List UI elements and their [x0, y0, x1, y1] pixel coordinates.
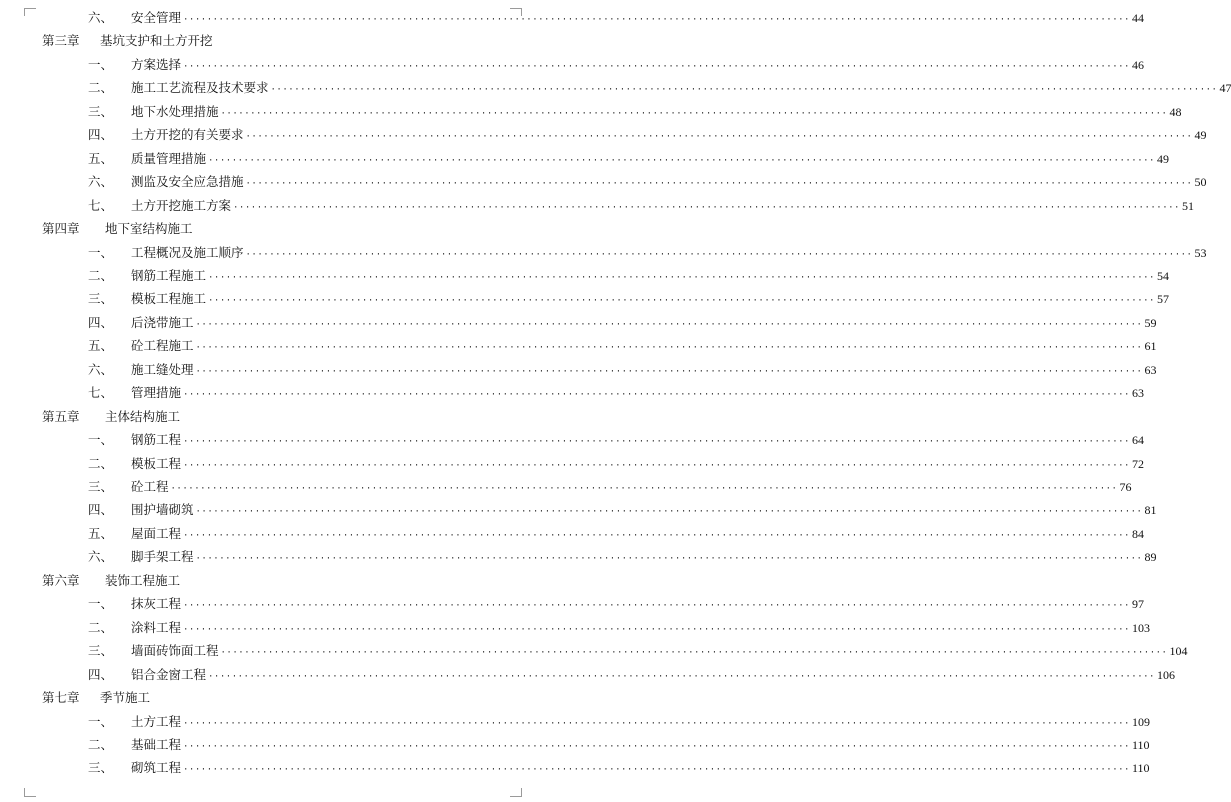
- toc-section-row: [0, 381, 1144, 405]
- toc-section-row: [0, 194, 1194, 218]
- toc-leader-line: [131, 616, 1150, 642]
- section-number: 三、: [88, 760, 114, 776]
- section-number: 六、: [88, 174, 114, 190]
- section-number: 五、: [88, 338, 114, 354]
- dot-leader: ································································································································································: [183, 741, 1130, 752]
- chapter-number: 第六章: [42, 572, 80, 588]
- toc-section-row: [0, 475, 1132, 499]
- section-title: 土方工程: [131, 713, 182, 729]
- dot-leader: ································································································································································: [208, 296, 1155, 307]
- section-title: 后浇带施工: [131, 314, 194, 330]
- page-number: 110: [1131, 737, 1150, 752]
- page-number: 48: [1169, 104, 1182, 119]
- section-title: 砼工程施工: [131, 338, 194, 354]
- dot-leader: ································································································································································: [220, 108, 1168, 119]
- section-title: 安全管理: [131, 10, 182, 25]
- page-number: 63: [1144, 362, 1157, 377]
- section-number: 六、: [88, 10, 114, 25]
- toc-leader-line: [131, 311, 1157, 337]
- toc-leader-line: [131, 76, 1231, 102]
- section-number: 六、: [88, 361, 114, 377]
- dot-leader: ································································································································································: [195, 343, 1143, 354]
- dot-leader: ································································································································································: [183, 765, 1130, 776]
- page-number: 49: [1156, 151, 1169, 166]
- section-title: 地下水处理措施: [131, 103, 219, 119]
- section-title: 屋面工程: [131, 525, 182, 541]
- toc-leader-line: [131, 264, 1169, 290]
- section-number: 六、: [88, 549, 114, 565]
- toc-section-row: [0, 170, 1207, 194]
- page-number: 49: [1194, 128, 1207, 143]
- section-title: 砼工程: [131, 479, 169, 494]
- dot-leader: ································································································································································: [195, 554, 1143, 565]
- toc-section-row: [0, 358, 1157, 382]
- toc-leader-line: [131, 710, 1150, 736]
- dot-leader: ································································································································································: [220, 648, 1168, 659]
- toc-leader-line: [131, 428, 1144, 454]
- toc-section-row: [0, 663, 1175, 687]
- toc-leader-line: [131, 287, 1169, 313]
- crop-mark-bottom-right: [521, 788, 522, 796]
- toc-leader-line: [131, 6, 1144, 32]
- section-title: 土方开挖的有关要求: [131, 127, 244, 143]
- page-number: 54: [1156, 268, 1169, 283]
- crop-mark-bottom-left-h: [24, 796, 36, 797]
- toc-leader-line: [131, 545, 1157, 571]
- section-number: 七、: [88, 197, 114, 213]
- toc-leader-line: [131, 334, 1157, 360]
- section-number: 四、: [88, 502, 114, 518]
- page-number: 61: [1144, 339, 1157, 354]
- section-number: 二、: [88, 267, 114, 283]
- page-number: 110: [1131, 761, 1150, 776]
- page-number: 84: [1131, 526, 1144, 541]
- page-number: 104: [1169, 644, 1188, 659]
- toc-leader-line: [131, 100, 1182, 126]
- dot-leader: ································································································································································: [195, 319, 1143, 330]
- page-number: 89: [1144, 550, 1157, 565]
- section-number: 一、: [88, 713, 114, 729]
- toc-chapter-row: [0, 686, 547, 710]
- section-number: 四、: [88, 314, 114, 330]
- dot-leader: ································································································································································: [245, 179, 1193, 190]
- section-title: 质量管理措施: [131, 150, 207, 166]
- section-number: 三、: [88, 103, 114, 119]
- toc-section-row: [0, 53, 1144, 77]
- toc-leader-line: [131, 639, 1188, 665]
- page-number: 46: [1131, 57, 1144, 72]
- toc-leader-line: [131, 663, 1175, 689]
- dot-leader: ································································································································································: [245, 249, 1193, 260]
- section-title: 施工缝处理: [131, 361, 194, 377]
- toc-leader-line: [131, 733, 1150, 759]
- section-number: 五、: [88, 525, 114, 541]
- section-number: 二、: [88, 80, 114, 96]
- section-title: 方案选择: [131, 56, 182, 72]
- page-number: 103: [1131, 620, 1150, 635]
- dot-leader: ································································································································································: [183, 530, 1130, 541]
- toc-section-row: [0, 522, 1144, 546]
- toc-chapter-row: [0, 569, 547, 593]
- section-title: 围护墙砌筑: [131, 502, 194, 518]
- dot-leader: ································································································································································: [208, 155, 1155, 166]
- dot-leader: ································································································································································: [183, 601, 1130, 612]
- page-number: 97: [1131, 597, 1144, 612]
- toc-section-row: [0, 545, 1157, 569]
- page-number: 50: [1194, 175, 1207, 190]
- dot-leader: ································································································································································: [183, 437, 1130, 448]
- dot-leader: ································································································································································: [183, 624, 1130, 635]
- toc-leader-line: [131, 241, 1207, 267]
- toc-chapter-row: [0, 405, 547, 429]
- section-number: 一、: [88, 56, 114, 72]
- section-number: 五、: [88, 150, 114, 166]
- toc-section-row: [0, 428, 1144, 452]
- dot-leader: ································································································································································: [183, 390, 1130, 401]
- chapter-number: 第四章: [42, 221, 80, 236]
- chapter-title: 季节施工: [100, 690, 151, 705]
- crop-mark-bottom-right-h: [510, 796, 522, 797]
- page-number: 51: [1181, 198, 1194, 213]
- toc-section-row: [0, 147, 1169, 171]
- dot-leader: ································································································································································: [183, 460, 1130, 471]
- toc-leader-line: [131, 170, 1207, 196]
- page-number: 72: [1131, 456, 1144, 471]
- toc-section-row: [0, 123, 1207, 147]
- toc-section-row: [0, 452, 1144, 476]
- toc-leader-line: [131, 522, 1144, 548]
- section-title: 施工工艺流程及技术要求: [131, 80, 269, 96]
- section-number: 三、: [88, 643, 114, 659]
- toc-leader-line: [131, 123, 1207, 149]
- toc-section-row: [0, 241, 1207, 265]
- toc-leader-line: [131, 147, 1169, 173]
- toc-chapter-row: [0, 29, 547, 53]
- dot-leader: ································································································································································: [183, 61, 1130, 72]
- dot-leader: ································································································································································: [208, 671, 1155, 682]
- section-number: 三、: [88, 479, 114, 494]
- toc-leader-line: [131, 756, 1150, 782]
- page-number: 59: [1144, 315, 1157, 330]
- chapter-number: 第三章: [42, 33, 80, 49]
- toc-section-row: [0, 334, 1157, 358]
- page-number: 76: [1119, 480, 1132, 494]
- dot-leader: ································································································································································: [233, 202, 1180, 213]
- toc-section-row: [0, 100, 1182, 124]
- page-number: 64: [1131, 433, 1144, 448]
- section-title: 脚手架工程: [131, 549, 194, 565]
- toc-section-row: [0, 6, 1144, 30]
- section-number: 一、: [88, 596, 114, 612]
- crop-mark-bottom-left: [24, 788, 25, 796]
- toc-section-row: [0, 287, 1169, 311]
- section-number: 二、: [88, 736, 114, 752]
- section-title: 钢筋工程: [131, 432, 182, 448]
- toc-leader-line: [131, 592, 1144, 618]
- toc-chapter-row: [0, 217, 547, 241]
- page-number: 109: [1131, 714, 1150, 729]
- section-number: 四、: [88, 666, 114, 682]
- toc-leader-line: [131, 381, 1144, 407]
- dot-leader: ································································································································································: [170, 484, 1118, 494]
- section-number: 四、: [88, 127, 114, 143]
- dot-leader: ································································································································································: [270, 85, 1218, 96]
- toc-leader-line: [131, 475, 1132, 501]
- toc-leader-line: [131, 194, 1194, 220]
- section-title: 涂料工程: [131, 619, 182, 635]
- chapter-title: 基坑支护和土方开挖: [100, 33, 213, 49]
- section-number: 一、: [88, 244, 114, 260]
- toc-section-row: [0, 639, 1188, 663]
- page-number: 53: [1194, 245, 1207, 260]
- section-title: 管理措施: [131, 385, 182, 401]
- dot-leader: ································································································································································: [208, 272, 1155, 283]
- chapter-title: 装饰工程施工: [105, 572, 181, 588]
- page-number: 63: [1131, 386, 1144, 401]
- page-number: 81: [1144, 503, 1157, 518]
- section-title: 铝合金窗工程: [131, 666, 207, 682]
- dot-leader: ································································································································································: [183, 718, 1130, 729]
- section-title: 测监及安全应急措施: [131, 174, 244, 190]
- toc-section-row: [0, 498, 1157, 522]
- section-title: 墙面砖饰面工程: [131, 643, 219, 659]
- section-number: 七、: [88, 385, 114, 401]
- dot-leader: ································································································································································: [183, 15, 1130, 25]
- section-title: 基础工程: [131, 736, 182, 752]
- toc-section-row: [0, 733, 1150, 757]
- page-number: 47: [1219, 81, 1231, 96]
- dot-leader: ································································································································································: [245, 132, 1193, 143]
- section-title: 抹灰工程: [131, 596, 182, 612]
- section-number: 一、: [88, 432, 114, 448]
- toc-leader-line: [131, 358, 1157, 384]
- section-number: 二、: [88, 619, 114, 635]
- section-title: 模板工程: [131, 455, 182, 471]
- toc-section-row: [0, 756, 1150, 780]
- toc-section-row: [0, 592, 1144, 616]
- section-title: 模板工程施工: [131, 291, 207, 307]
- toc-leader-line: [131, 498, 1157, 524]
- section-title: 工程概况及施工顺序: [131, 244, 244, 260]
- section-title: 钢筋工程施工: [131, 267, 207, 283]
- section-title: 砌筑工程: [131, 760, 182, 776]
- chapter-title: 地下室结构施工: [105, 221, 193, 236]
- section-number: 二、: [88, 455, 114, 471]
- chapter-title: 主体结构施工: [105, 408, 181, 424]
- section-number: 三、: [88, 291, 114, 307]
- page-number: 106: [1156, 667, 1175, 682]
- dot-leader: ································································································································································: [195, 507, 1143, 518]
- toc-section-row: [0, 311, 1157, 335]
- toc-leader-line: [131, 452, 1144, 478]
- section-title: 土方开挖施工方案: [131, 197, 232, 213]
- toc-section-row: [0, 76, 1231, 100]
- toc-section-row: [0, 710, 1150, 734]
- chapter-number: 第五章: [42, 408, 80, 424]
- page-number: 57: [1156, 292, 1169, 307]
- toc-section-row: [0, 264, 1169, 288]
- chapter-number: 第七章: [42, 690, 80, 705]
- page-number: 44: [1131, 11, 1144, 25]
- toc-leader-line: [131, 53, 1144, 79]
- dot-leader: ································································································································································: [195, 366, 1143, 377]
- toc-section-row: [0, 616, 1150, 640]
